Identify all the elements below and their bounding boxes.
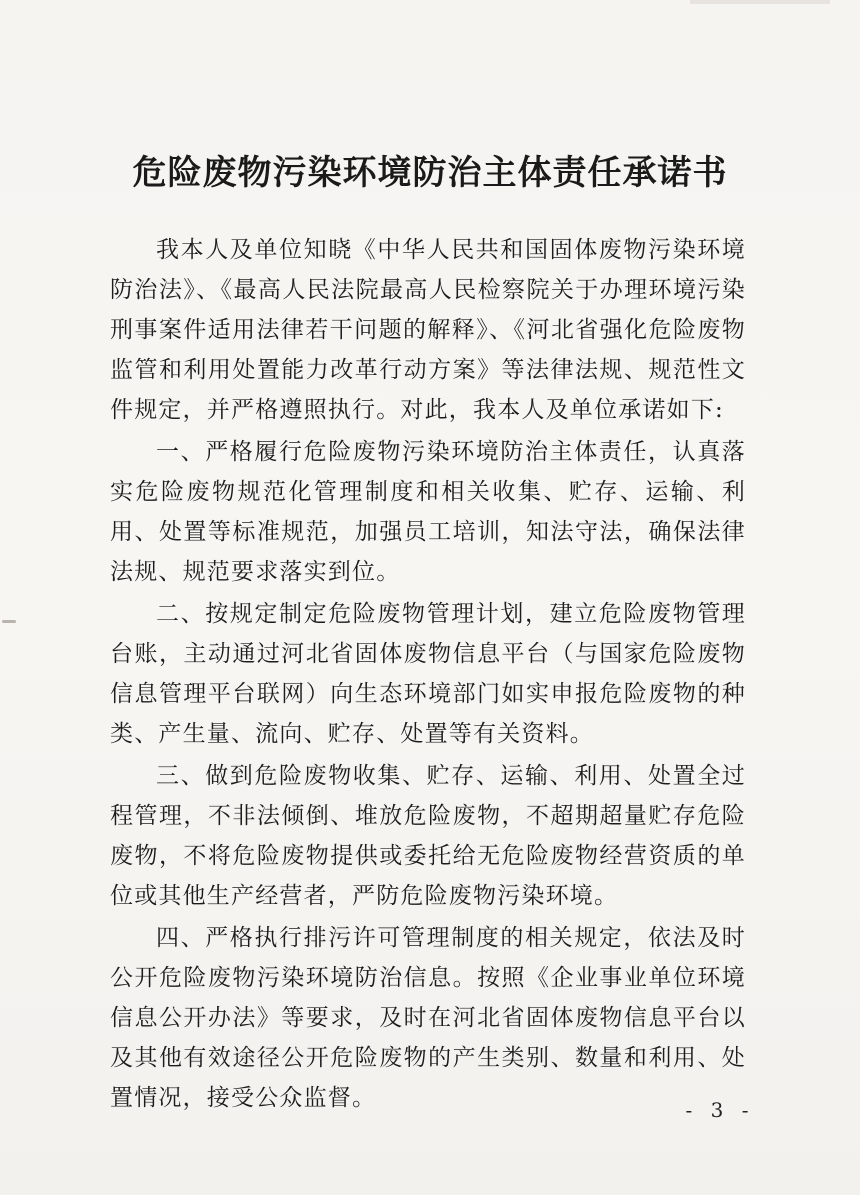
binding-hole-mark	[2, 620, 16, 623]
paragraph-commitment-1: 一、严格履行危险废物污染环境防治主体责任，认真落实危险废物规范化管理制度和相关收集、贮存、运输、利用、处置等标准规范，加强员工培训，知法守法，确保法律法规、规范要求落实到位。	[110, 439, 746, 585]
paragraph-commitment-3: 三、做到危险废物收集、贮存、运输、利用、处置全过程管理，不非法倾倒、堆放危险废物，不超期超量贮存危险废物，不将危险废物提供或委托给无危险废物经营资质的单位或其他生产经营者，严防危险废物污染环境。	[110, 763, 746, 909]
paragraph-commitment-4: 四、严格执行排污许可管理制度的相关规定，依法及时公开危险废物污染环境防治信息。按照《企业事业单位环境信息公开办法》等要求，及时在河北省固体废物信息平台以及其他有效途径公开危险废物的产生类别、数量和利用、处置情况，接受公众监督。	[110, 925, 746, 1111]
paragraph-commitment-2: 二、按规定制定危险废物管理计划，建立危险废物管理台账，主动通过河北省固体废物信息平台（与国家危险废物信息管理平台联网）向生态环境部门如实申报危险废物的种类、产生量、流向、贮存、处置等有关资料。	[110, 601, 746, 747]
page-number: - 3 -	[685, 1098, 755, 1122]
scan-edge-shadow	[690, 0, 830, 4]
paragraph-intro: 我本人及单位知晓《中华人民共和国固体废物污染环境防治法》、《最高人民法院最高人民检察院关于办理环境污染刑事案件适用法律若干问题的解释》、《河北省强化危险废物监管和利用处置能力改革行动方案》等法律法规、规范性文件规定，并严格遵照执行。对此，我本人及单位承诺如下:	[110, 237, 746, 423]
document-body	[110, 230, 746, 1120]
document-title: 危险废物污染环境防治主体责任承诺书	[132, 153, 728, 193]
